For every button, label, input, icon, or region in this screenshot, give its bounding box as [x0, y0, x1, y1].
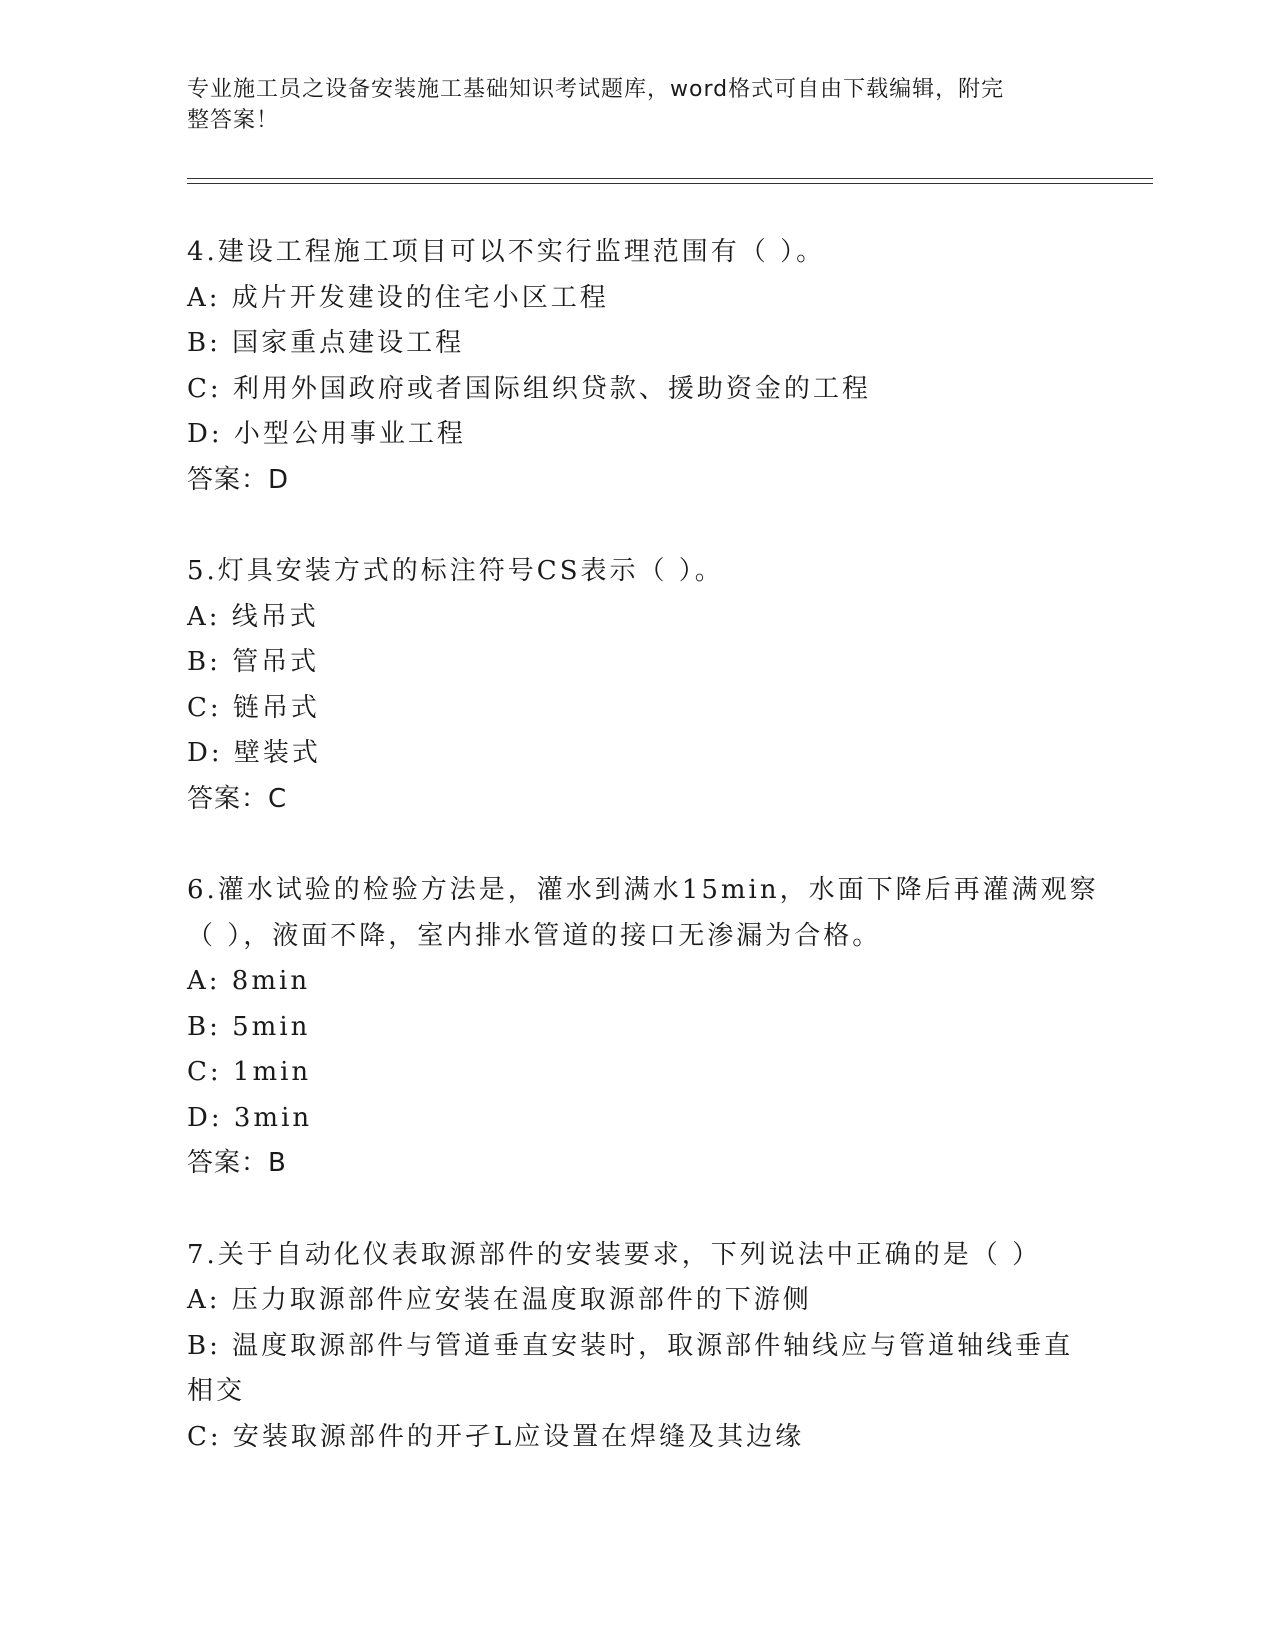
- question-stem: 7.关于自动化仪表取源部件的安装要求，下列说法中正确的是（ ）: [187, 1239, 1042, 1270]
- answer-text: 答案：D: [187, 464, 290, 495]
- answer-text: 答案：B: [187, 1148, 287, 1178]
- question-stem: 5.灯具安装方式的标注符号CS表示（ ）。: [187, 556, 724, 586]
- option-b: B: 国家重点建设工程: [187, 328, 465, 358]
- option-b: B: 5min: [187, 1011, 311, 1042]
- document-header: [187, 74, 1067, 136]
- option-d: D: 壁装式: [187, 738, 321, 768]
- header-divider-top: [187, 178, 1153, 179]
- question-stem-line-2: （ ），液面不降，室内排水管道的接口无渗漏为合格。: [187, 920, 882, 951]
- question-list: [187, 230, 1099, 1506]
- question-4: [187, 230, 1087, 503]
- option-a: A: 成片开发建设的住宅小区工程: [187, 282, 609, 313]
- question-stem: 4.建设工程施工项目可以不实行监理范围有（ ）。: [187, 237, 826, 267]
- option-c: C: 安装取源部件的开孑L应设置在焊缝及其边缘: [187, 1421, 805, 1452]
- option-a: A: 压力取源部件应安装在温度取源部件的下游侧: [187, 1285, 812, 1315]
- option-c: C: 链吊式: [187, 692, 320, 723]
- question-6: [187, 868, 1099, 1187]
- option-a: A: 线吊式: [187, 601, 319, 632]
- option-b-line-2: 相交: [187, 1376, 246, 1406]
- question-7: [187, 1233, 1087, 1461]
- question-5: [187, 549, 1087, 822]
- option-d: D: 小型公用事业工程: [187, 419, 466, 449]
- option-a: A: 8min: [187, 966, 311, 996]
- option-b-line-1: B: 温度取源部件与管道垂直安装时，取源部件轴线应与管道轴线垂直: [187, 1330, 1074, 1361]
- answer-text: 答案：C: [187, 783, 288, 814]
- header-divider-bottom: [187, 183, 1153, 184]
- header-line-1: 专业施工员之设备安装施工基础知识考试题库，word格式可自由下载编辑，附完: [187, 77, 1005, 102]
- option-c: C: 利用外国政府或者国际组织贷款、援助资金的工程: [187, 373, 871, 404]
- option-d: D: 3min: [187, 1102, 313, 1133]
- option-b: B: 管吊式: [187, 647, 320, 677]
- option-c: C: 1min: [187, 1057, 312, 1087]
- header-line-2: 整答案！: [187, 108, 280, 133]
- question-stem-line-1: 6.灌水试验的检验方法是，灌水到满水15min，水面下降后再灌满观察: [187, 875, 1099, 905]
